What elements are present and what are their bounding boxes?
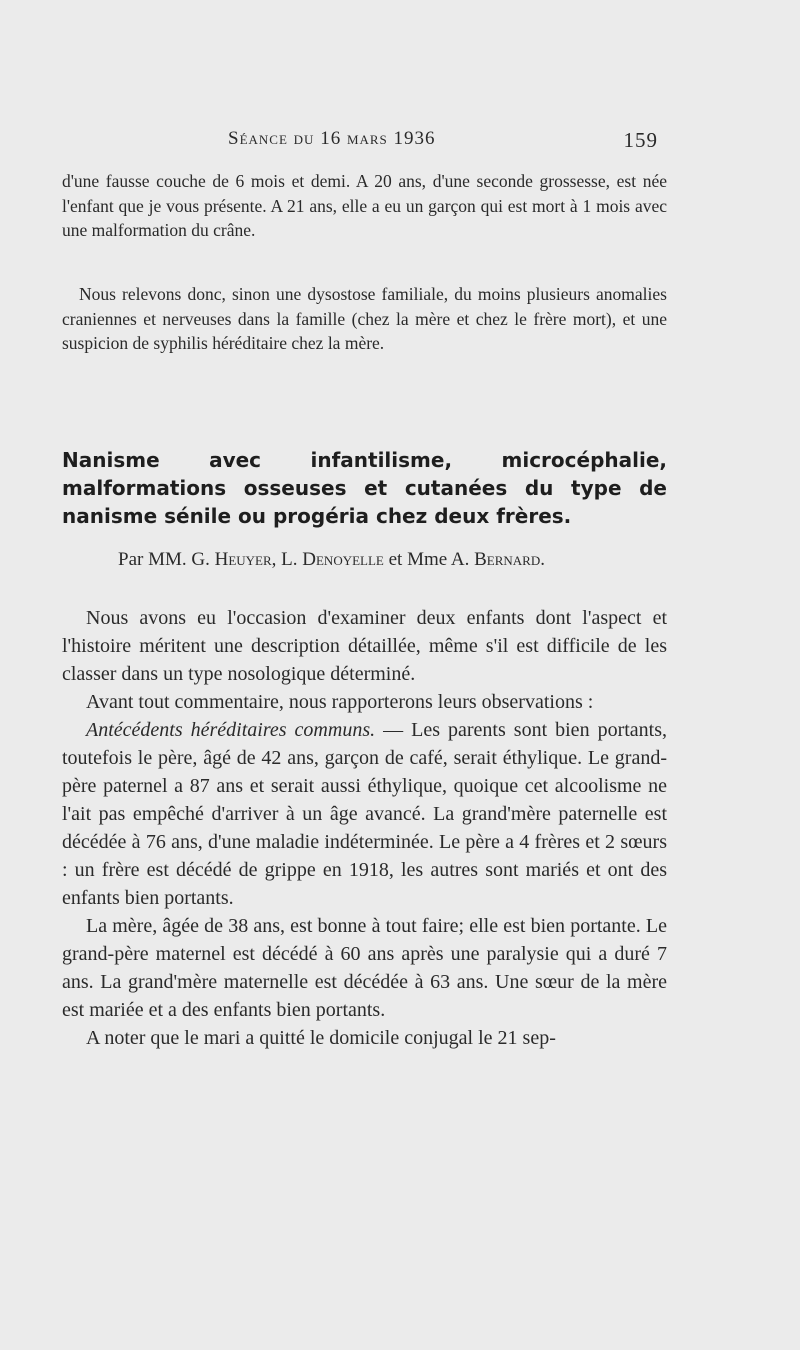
author-denoyelle: Denoyelle: [302, 549, 384, 570]
paragraph-note: A noter que le mari a quitté le domicile conjugal le 21 sep-: [86, 1027, 556, 1049]
paragraph-antecedents: Antécédents héréditaires communs. — Les parents sont bien portants, toutefois le père, âgé de 42 ans, garçon de café, serait éthylique. Le grand-père paternel a 87 ans et serait aussi éthylique, quoique cet alcoolisme ne l'ait pas empêché d'arriver à un âge avancé. La grand'mère paternelle est décédée à 76 ans, d'une maladie indéterminée. Le père a 4 frères et 2 sœurs : un frère est décédé de grippe en 1918, les autres sont mariés et ont des enfants bien portants.: [62, 719, 668, 909]
paragraph-mother: La mère, âgée de 38 ans, est bonne à tout faire; elle est bien portante. Le grand-père maternel est décédé à 60 ans après une paralysie qui a duré 7 ans. La grand'mère maternelle est décédée à 63 ans. Une sœur de la mère est mariée et a des enfants bien portants.: [62, 915, 667, 1021]
author-bernard: Bernard: [474, 549, 541, 570]
paragraph-observations: Avant tout commentaire, nous rapporterons leurs observations :: [86, 691, 594, 713]
paragraph-continuation: d'une fausse couche de 6 mois et demi. A 20 ans, d'une seconde grossesse, est née l'enfant que je vous présente. A 21 ans, elle a eu un garçon qui est mort à 1 mois avec une malformation du crâne.: [62, 171, 667, 240]
paragraph-intro: Nous avons eu l'occasion d'examiner deux enfants dont l'aspect et l'histoire méritent une description détaillée, même s'il est difficile de les classer dans un type nosologique déterminé.: [62, 607, 667, 685]
page-number: 159: [623, 128, 658, 152]
paragraph-summary: Nous relevons donc, sinon une dysostose familiale, du moins plusieurs anomalies craniennes et nerveuses dans la famille (chez la mère et chez le frère mort), et une suspicion de syphilis héréditaire chez la mère.: [62, 284, 667, 353]
article-title: Nanisme avec infantilisme, microcéphalie, malformations osseuses et cutanées du type de nanisme sénile ou progéria chez deux frères.: [62, 448, 667, 528]
header-title: Séance du 16 mars 1936: [228, 128, 436, 149]
article-body: [62, 604, 667, 1052]
article-byline: Par MM. G. Heuyer, L. Denoyelle et Mme A. Bernard.: [118, 549, 545, 570]
author-heuyer: Heuyer: [214, 549, 272, 570]
section-heading: Antécédents héréditaires communs.: [86, 719, 376, 741]
